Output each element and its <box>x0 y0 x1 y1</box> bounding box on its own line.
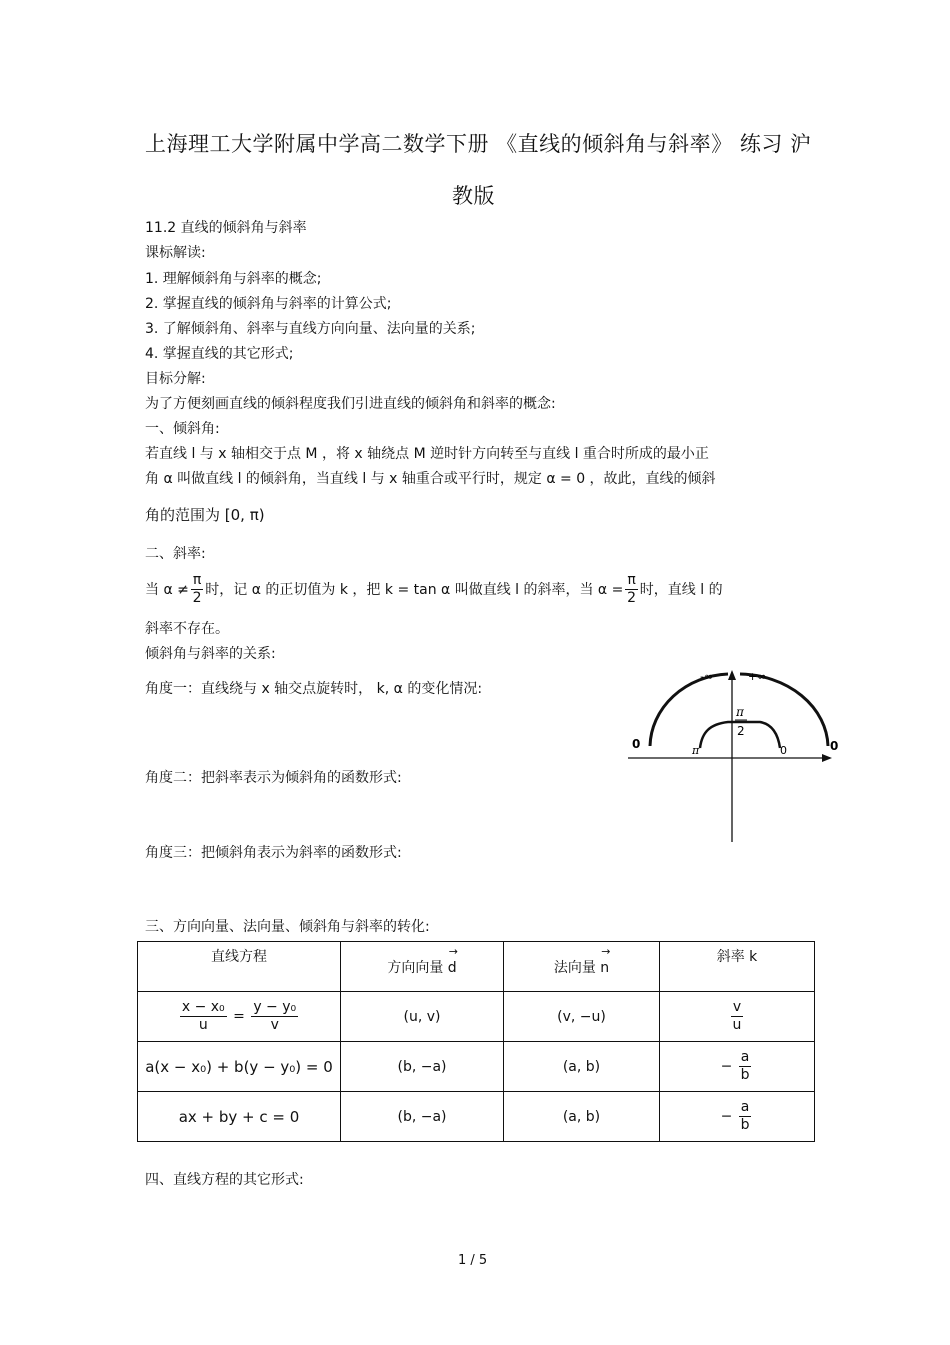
slope-sign: − <box>720 1108 733 1125</box>
angle-slope-diagram <box>620 660 850 850</box>
fraction-denominator: u <box>198 1017 208 1033</box>
equation-right-fraction <box>251 999 298 1034</box>
fraction-numerator: a <box>740 1099 750 1115</box>
curriculum-label: 课标解读: <box>145 245 206 261</box>
inner-left-label: π <box>692 744 700 757</box>
relation-angle3: 角度三：把倾斜角表示为斜率的函数形式: <box>145 845 402 861</box>
inner-top-numerator: π <box>736 705 744 719</box>
slope-fraction <box>739 1099 752 1134</box>
equation-left-fraction <box>180 999 227 1034</box>
fraction-denominator: 2 <box>627 590 637 606</box>
outer-right-top-label: +∞ <box>748 670 767 683</box>
y-axis-arrow <box>728 670 736 680</box>
table-row <box>138 1092 815 1142</box>
vector-n-symbol: → n <box>600 960 609 976</box>
inner-top-denominator: 2 <box>737 724 745 738</box>
fraction-denominator: v <box>270 1017 279 1033</box>
fraction-numerator: v <box>732 999 742 1015</box>
relation-heading: 倾斜角与斜率的关系: <box>145 646 276 662</box>
x-axis-arrow <box>822 754 832 762</box>
cell-equation: a(x − x₀) + b(y − y₀) = 0 <box>138 1042 341 1092</box>
curriculum-item: 3. 了解倾斜角、斜率与直线方向向量、法向量的关系; <box>145 321 476 337</box>
part1-line1: 若直线 l 与 x 轴相交于点 M ，将 x 轴绕点 M 逆时针方向转至与直线 l 重合时所成的最小正 <box>145 446 709 462</box>
header-direction-vector <box>341 942 504 992</box>
table-row <box>138 1042 815 1092</box>
header-direction-label: 方向向量 <box>387 959 444 976</box>
part1-line3: 角的范围为 [0, π) <box>145 506 265 524</box>
conversion-table <box>137 941 815 1142</box>
header-line-equation: 直线方程 <box>138 942 341 992</box>
outer-arc-left <box>650 674 728 746</box>
inner-right-label: 0 <box>780 744 787 757</box>
slope-fraction <box>739 1049 752 1084</box>
part3-heading: 三、方向向量、法向量、倾斜角与斜率的转化: <box>145 919 430 935</box>
slope-fraction <box>731 999 743 1034</box>
curriculum-item: 4. 掌握直线的其它形式; <box>145 346 294 362</box>
part2-seg3: 时，直线 l 的 <box>639 581 723 598</box>
outer-left-zero-label: 0 <box>632 737 641 751</box>
cell-equation <box>138 992 341 1042</box>
part2-seg2: 时，记 α 的正切值为 k ，把 k = tan α 叫做直线 l 的斜率，当 α = <box>205 581 624 598</box>
cell-slope <box>660 1042 815 1092</box>
fraction-numerator: π <box>627 572 636 588</box>
fraction-denominator: b <box>740 1117 750 1133</box>
outer-left-top-label: -∞ <box>700 670 714 683</box>
curriculum-item: 1. 理解倾斜角与斜率的概念; <box>145 271 322 287</box>
cell-direction: (b, −a) <box>341 1092 504 1142</box>
part2-seg1: 当 α ≠ <box>145 581 189 598</box>
slope-sign: − <box>720 1058 733 1075</box>
table-header-row <box>138 942 815 992</box>
pi-over-2-fraction <box>625 572 637 607</box>
fraction-numerator: a <box>740 1049 750 1065</box>
cell-normal: (a, b) <box>504 1092 660 1142</box>
header-normal-vector <box>504 942 660 992</box>
table-row <box>138 992 815 1042</box>
fraction-denominator: b <box>740 1067 750 1083</box>
fraction-denominator: 2 <box>192 590 202 606</box>
cell-normal: (v, −u) <box>504 992 660 1042</box>
cell-slope <box>660 992 815 1042</box>
section-heading: 11.2 直线的倾斜角与斜率 <box>145 220 307 236</box>
header-slope: 斜率 k <box>660 942 815 992</box>
fraction-numerator: x − x₀ <box>181 999 225 1015</box>
fraction-numerator: π <box>192 572 202 588</box>
page-number: 1 / 5 <box>458 1253 488 1268</box>
cell-slope <box>660 1092 815 1142</box>
goals-intro: 为了方便刻画直线的倾斜程度我们引进直线的倾斜角和斜率的概念: <box>145 396 556 412</box>
doc-title-line1: 上海理工大学附属中学高二数学下册 《直线的倾斜角与斜率》 练习 沪 <box>145 132 812 156</box>
cell-equation: ax + by + c = 0 <box>138 1092 341 1142</box>
doc-title-line2: 教版 <box>452 184 495 208</box>
relation-angle2: 角度二：把斜率表示为倾斜角的函数形式: <box>145 770 402 786</box>
part2-heading: 二、斜率: <box>145 546 206 562</box>
curriculum-item: 2. 掌握直线的倾斜角与斜率的计算公式; <box>145 296 392 312</box>
cell-direction: (b, −a) <box>341 1042 504 1092</box>
cell-direction: (u, v) <box>341 992 504 1042</box>
goals-label: 目标分解: <box>145 371 206 387</box>
part4-heading: 四、直线方程的其它形式: <box>145 1172 304 1188</box>
outer-arc-right <box>740 674 828 746</box>
fraction-numerator: y − y₀ <box>253 999 297 1015</box>
cell-normal: (a, b) <box>504 1042 660 1092</box>
outer-right-zero-label: 0 <box>830 739 839 753</box>
part1-line2: 角 α 叫做直线 l 的倾斜角，当直线 l 与 x 轴重合或平行时，规定 α = 0 ，故此，直线的倾斜 <box>145 471 716 487</box>
part2-slope-definition <box>145 572 723 607</box>
equals-sign: = <box>233 1008 245 1025</box>
part2-line2: 斜率不存在。 <box>145 621 229 637</box>
header-normal-label: 法向量 <box>553 959 596 976</box>
fraction-denominator: u <box>732 1017 742 1033</box>
part1-heading: 一、倾斜角: <box>145 421 220 437</box>
vector-d-symbol: → d <box>448 960 457 976</box>
pi-over-2-fraction <box>191 572 203 607</box>
relation-angle1: 角度一：直线绕与 x 轴交点旋转时， k, α 的变化情况: <box>145 681 483 697</box>
